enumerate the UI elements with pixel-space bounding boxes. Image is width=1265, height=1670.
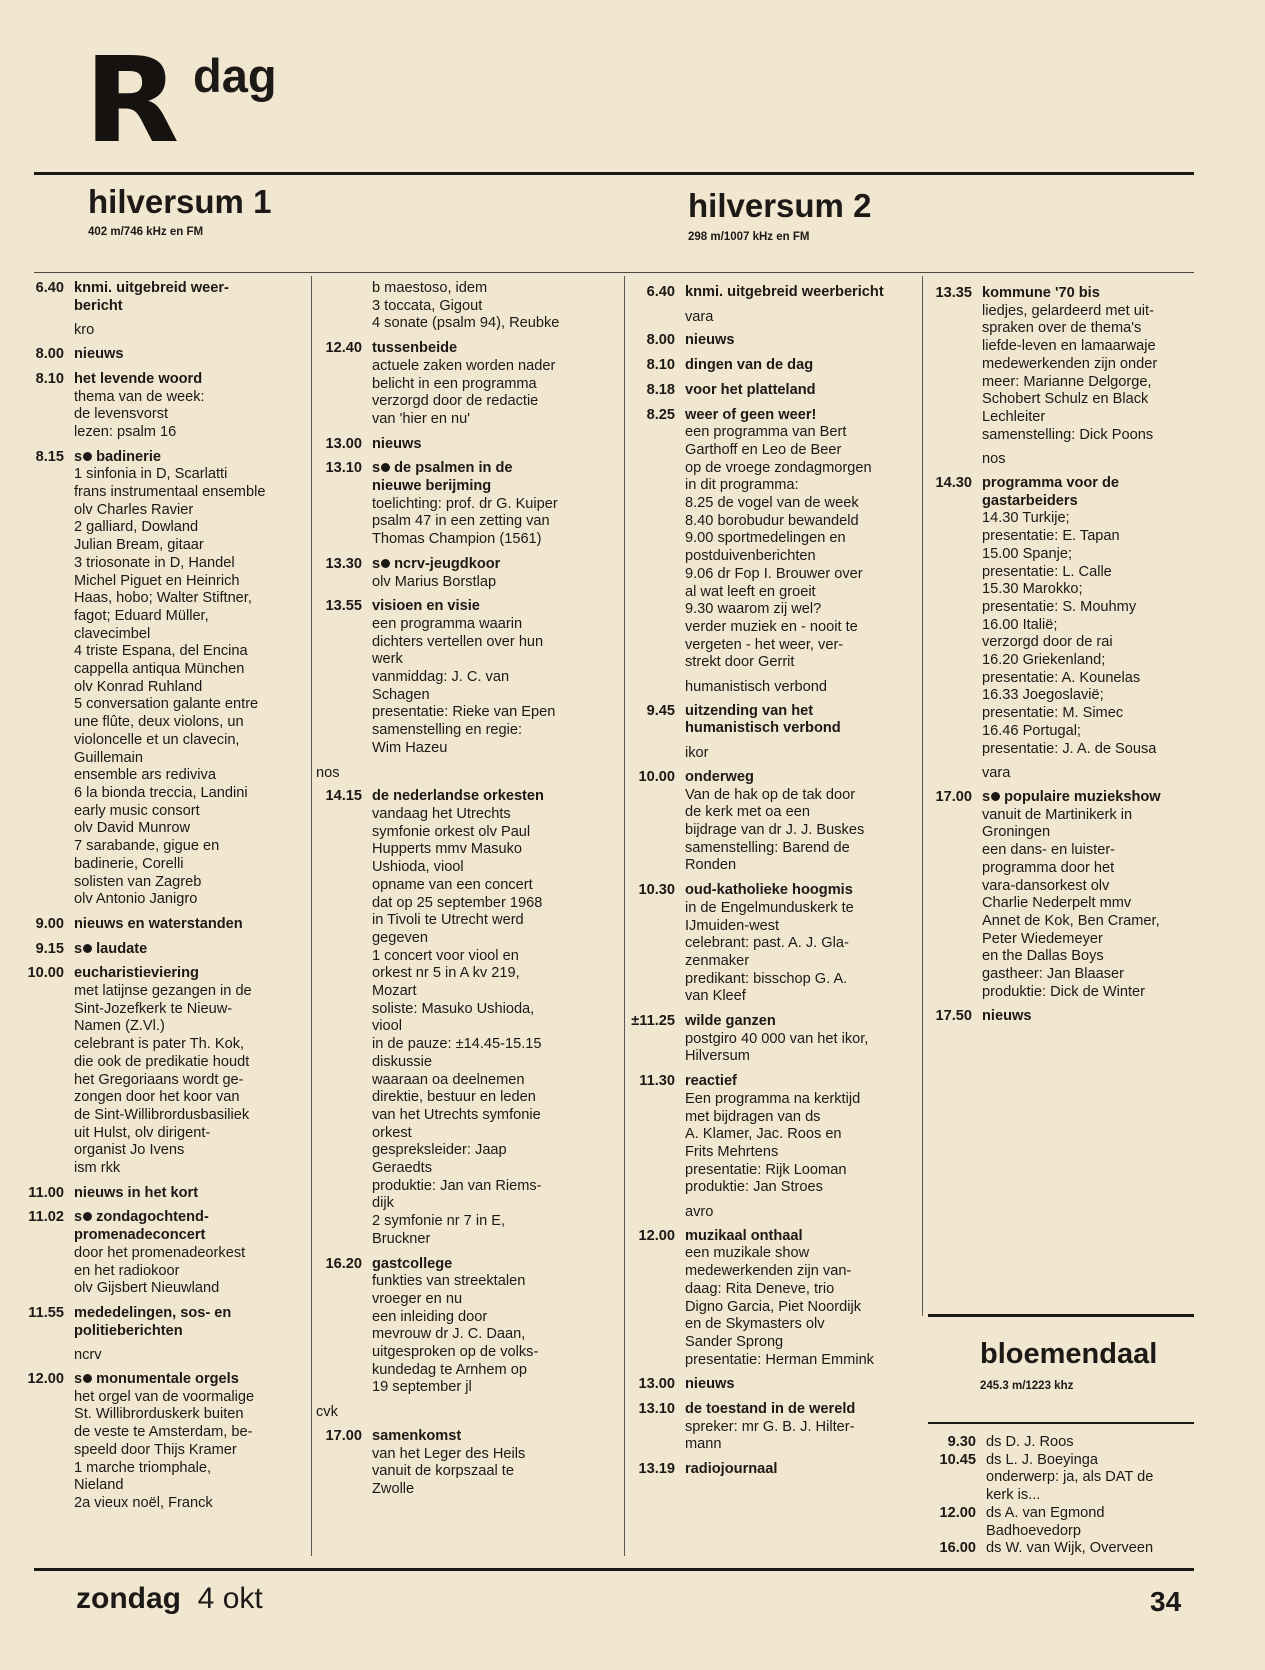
program-description: door het promenadeorkest en het radiokoor olv Gijsbert Nieuwland (74, 1244, 246, 1297)
program-details (74, 965, 304, 1177)
program-details (685, 1073, 919, 1197)
program-heading (685, 1401, 919, 1419)
program-title: ncrv-jeugdkoor (394, 555, 501, 572)
program-title: monumentale orgels (96, 1371, 239, 1388)
program-title: oud-katholieke hoogmis (685, 882, 853, 899)
program-entry (20, 371, 304, 442)
program-title: de toestand in de wereld (685, 1401, 856, 1418)
program-details (74, 1185, 304, 1203)
program-description: thema van de week: de levensvorst lezen: psalm 16 (74, 388, 205, 440)
program-details (685, 1013, 919, 1066)
program-title: nieuws in het kort (74, 1184, 199, 1201)
program-time: 13.55 (325, 598, 362, 615)
program-entry (926, 475, 1208, 758)
service-time: 16.00 (939, 1540, 976, 1557)
program-title: nieuws (685, 1376, 735, 1393)
program-heading (74, 280, 304, 315)
program-entry (316, 1256, 616, 1398)
program-title: samenkomst (372, 1427, 462, 1444)
service-details: ds L. J. Boeyinga onderwerp: ja, als DAT de kerk is... (986, 1451, 1154, 1504)
program-heading (74, 1371, 304, 1389)
program-time: 17.00 (325, 1427, 362, 1444)
broadcaster-label: nos (982, 451, 1006, 468)
station-frequency-hilversum-1: 402 m/746 kHz en FM (88, 226, 204, 238)
program-heading (685, 382, 919, 400)
program-details (372, 788, 616, 1248)
program-heading (685, 1073, 919, 1091)
program-details (372, 1428, 616, 1499)
program-entry (316, 1428, 616, 1499)
program-title: reactief (685, 1073, 737, 1090)
program-entry (625, 1401, 919, 1454)
program-title: visioen en visie (372, 598, 480, 615)
program-time: 11.02 (28, 1209, 64, 1226)
station-title-bloemendaal: bloemendaal (980, 1338, 1158, 1370)
program-details (685, 407, 919, 673)
program-description: liedjes, gelardeerd met uit- spraken over de thema's liefde-leven en lamaarwaje medewerkenden zijn onder meer: Marianne Delgorge, Schobert Schulz en Black Lechleiter samenstelling: Dick Poons (982, 302, 1158, 443)
program-details (74, 449, 304, 909)
program-description: spreker: mr G. B. J. Hilter- mann (685, 1418, 855, 1453)
program-details (685, 703, 919, 738)
header-rule (34, 272, 1194, 273)
program-description: b maestoso, idem 3 toccata, Gigout 4 sonate (psalm 94), Reubke (372, 280, 560, 332)
program-heading (685, 1228, 919, 1246)
program-details (372, 598, 616, 757)
program-heading (685, 284, 919, 302)
program-details (372, 460, 616, 549)
program-time: 14.30 (935, 475, 972, 492)
program-time: 9.45 (646, 702, 675, 719)
program-time (316, 280, 362, 333)
program-details (372, 280, 616, 333)
program-time: 11.55 (28, 1304, 64, 1321)
program-time: 8.00 (35, 346, 64, 363)
program-time: 14.15 (325, 788, 362, 805)
program-heading (372, 556, 616, 574)
program-title: badinerie (96, 448, 162, 465)
program-heading (685, 769, 919, 787)
program-entry (625, 769, 919, 875)
program-title: uitzending van het humanistisch verbond (685, 702, 841, 737)
program-title: nieuws (685, 332, 735, 349)
program-heading (372, 1256, 616, 1274)
program-time: 11.00 (28, 1184, 64, 1201)
service-entry (930, 1505, 1192, 1540)
program-entry (625, 1073, 919, 1197)
program-heading (982, 789, 1208, 807)
program-time: 13.10 (325, 460, 362, 477)
program-details (982, 475, 1208, 758)
program-description: een muzikale show medewerkenden zijn van- daag: Rita Deneve, trio Digno Garcia, Piet Noordijk en de Skymasters olv Sander Sprong presentatie: Herman Emmink (685, 1245, 874, 1368)
program-time: 9.00 (35, 915, 64, 932)
program-description: vanuit de Martinikerk in Groningen een dans- en luister- programma door het vara-dansorkest olv Charlie Nederpelt mmv Annet de Kok, Ben Cramer, Peter Wiedemeyer en the Dallas Boys gastheer: Jan Blaaser produktie: Dick de Winter (982, 806, 1160, 1000)
program-entry (316, 598, 616, 757)
program-time: 17.00 (935, 788, 972, 805)
program-heading (74, 346, 304, 364)
service-entry (930, 1540, 1192, 1558)
program-heading (74, 449, 304, 467)
program-description: 14.30 Turkije; presentatie: E. Tapan 15.00 Spanje; presentatie: L. Calle 15.30 Marokko; presentatie: S. Mouhmy 16.00 Italië; verzorgd door de rai 16.20 Griekenland; presentatie: A. Kounelas 16.33 Joegoslavië; presentatie: M. Simec 16.46 Portugal; presentatie: J. A. de Sousa (982, 510, 1157, 757)
program-entry (926, 285, 1208, 444)
program-heading (372, 460, 616, 495)
program-time: 13.19 (638, 1461, 675, 1478)
column-divider (311, 276, 312, 1556)
column-divider (922, 276, 923, 1316)
program-entry (316, 788, 616, 1248)
program-details (685, 1228, 919, 1370)
program-description: toelichting: prof. dr G. Kuiper psalm 47 in een zetting van Thomas Champion (1561) (372, 495, 558, 548)
program-description: vandaag het Utrechts symfonie orkest olv Paul Hupperts mmv Masuko Ushioda, viool opname van een concert dat op 25 september 1968 in Tivoli te Utrecht werd gegeven 1 concert voor viool en orkest nr 5 in A kv 219, Mozart soliste: Masuko Ushioda, viool in de pauze: ±14.45-15.15 diskussie waaraan oa deelnemen direktie, bestuur en leden van het Utrechts symfonie orkest gespreksleider: Jaap Geraedts produktie: Jan van Riems- dijk 2 symfonie nr 7 in E, Bruckner (372, 805, 543, 1247)
program-title: populaire muziekshow (1004, 788, 1161, 805)
program-entry (625, 284, 919, 302)
broadcaster-label: kro (74, 322, 95, 339)
program-details (685, 1376, 919, 1394)
station-frequency-hilversum-2: 298 m/1007 kHz en FM (688, 231, 810, 243)
program-details (982, 285, 1208, 444)
program-description: met latijnse gezangen in de Sint-Jozefkerk te Nieuw- Namen (Z.Vl.) celebrant is pater Th. Kok, die ook de predikatie houdt het Gregoriaans wordt ge- zongen door het koor van de Sint-Willibrordusbasiliek uit Hulst, olv dirigent- organist Jo Ivens ism rkk (74, 983, 252, 1177)
program-details (685, 1461, 919, 1479)
stereo-icon: s (74, 1371, 96, 1387)
program-title: kommune '70 bis (982, 285, 1100, 301)
program-entry (20, 916, 304, 934)
program-entry (20, 346, 304, 364)
program-description: een programma waarin dichters vertellen over hun werk vanmiddag: J. C. van Schagen presentatie: Rieke van Epen samenstelling en regie: Wim Hazeu (372, 615, 556, 756)
program-title: knmi. uitgebreid weer- bericht (74, 280, 229, 314)
program-details (685, 882, 919, 1006)
program-heading (74, 1209, 304, 1244)
program-time: 16.20 (325, 1255, 362, 1272)
program-time: 13.00 (638, 1376, 675, 1393)
program-entry (316, 460, 616, 549)
bloemendaal-rule-top (928, 1314, 1194, 1317)
program-heading (74, 965, 304, 983)
footer-date (76, 1582, 263, 1616)
program-details (74, 346, 304, 364)
program-entry (20, 449, 304, 909)
program-entry (20, 1371, 304, 1513)
program-entry (20, 1305, 304, 1340)
station-frequency-bloemendaal: 245.3 m/1223 khz (980, 1380, 1074, 1392)
program-details (372, 556, 616, 591)
program-time: 13.35 (935, 285, 972, 301)
stereo-icon: s (74, 449, 96, 465)
program-description: het orgel van de voormalige St. Willibrorduskerk buiten de veste te Amsterdam, be- speeld door Thijs Kramer 1 marche triomphale, Nieland 2a vieux noël, Franck (74, 1388, 255, 1511)
program-heading (685, 1013, 919, 1031)
program-time: 17.50 (935, 1008, 972, 1025)
service-details: ds D. J. Roos (986, 1434, 1074, 1450)
program-details (74, 1305, 304, 1340)
program-entry (20, 1209, 304, 1298)
program-heading (685, 357, 919, 375)
logo-dag: dag (193, 49, 277, 102)
program-details (982, 789, 1208, 1001)
program-heading (685, 1461, 919, 1479)
program-entry (625, 1376, 919, 1394)
footer-date-text: 4 okt (197, 1582, 263, 1615)
broadcaster-label: vara (685, 308, 714, 325)
program-details (372, 436, 616, 454)
service-entry (930, 1434, 1192, 1452)
service-time: 10.45 (939, 1451, 976, 1468)
program-title: laudate (96, 940, 148, 957)
program-entry (316, 556, 616, 591)
program-time: 13.30 (325, 555, 362, 572)
program-title: de nederlandse orkesten (372, 788, 544, 805)
broadcaster-label: vara (982, 765, 1011, 782)
program-time: 10.30 (638, 882, 675, 899)
program-heading (372, 598, 616, 616)
program-title: nieuws (982, 1008, 1032, 1025)
program-details (74, 941, 304, 959)
program-details (74, 916, 304, 934)
program-heading (74, 371, 304, 389)
program-entry (316, 280, 616, 333)
program-heading (74, 916, 304, 934)
program-entry (20, 1185, 304, 1203)
program-title: dingen van de dag (685, 357, 814, 374)
broadcaster-label: avro (685, 1204, 714, 1221)
program-details (685, 382, 919, 400)
service-time: 9.30 (947, 1434, 976, 1450)
program-entry (20, 941, 304, 959)
program-heading (74, 1185, 304, 1203)
broadcaster-label: ikor (685, 745, 709, 762)
page-number: 34 (1150, 1586, 1182, 1617)
program-entry (926, 789, 1208, 1001)
program-description: actuele zaken worden nader belicht in een programma verzorgd door de redactie van 'hier en nu' (372, 357, 556, 427)
bloemendaal-schedule (930, 1434, 1192, 1558)
program-time: 8.10 (646, 357, 675, 374)
program-details (685, 332, 919, 350)
program-entry (625, 1013, 919, 1066)
footer-day: zondag (76, 1582, 181, 1615)
program-heading (372, 788, 616, 806)
stereo-icon: s (74, 941, 96, 957)
program-description: 1 sinfonia in D, Scarlatti frans instrumentaal ensemble olv Charles Ravier 2 galliard, Dowland Julian Bream, gitaar 3 triosonate in D, Handel Michel Piguet en Heinrich Haas, hobo; Walter Stiftner, fagot; Eduard Müller, clavecimbel 4 triste Espana, del Encina cappella antiqua München olv Konrad Ruhland 5 conversation galante entre une flûte, deux violons, un violoncelle et un clavecin, Guillemain ensemble ars rediviva 6 la bionda treccia, Landini early music consort olv David Munrow 7 sarabande, gigue en badinerie, Corelli solisten van Zagreb olv Antonio Janigro (74, 466, 266, 908)
broadcaster-label: humanistisch verbond (685, 679, 827, 696)
bloemendaal-rule-bottom (928, 1422, 1194, 1424)
program-entry (20, 280, 304, 315)
program-description: een programma van Bert Garthoff en Leo de Beer op de vroege zondagmorgen in dit programma: 8.25 de vogel van de week 8.40 borobudur bewandeld 9.00 sportmedelingen en postduivenberichten 9.06 dr Fop I. Brouwer over al wat leeft en groeit 9.30 waarom zij wel? verder muziek en - nooit te vergeten - het weer, ver- strekt door Gerrit (685, 424, 872, 671)
program-time: 11.30 (639, 1073, 675, 1090)
program-description: postgiro 40 000 van het ikor, Hilversum (685, 1030, 869, 1065)
station-title-hilversum-1: hilversum 1 (88, 183, 272, 220)
stereo-icon: s (74, 1209, 96, 1225)
footer-rule (34, 1568, 1194, 1571)
program-title: onderweg (685, 768, 754, 785)
program-title: het levende woord (74, 370, 203, 387)
program-time: 8.00 (646, 332, 675, 349)
program-title: de psalmen in de nieuwe berijming (372, 460, 513, 495)
program-details (685, 284, 919, 302)
program-title: muzikaal onthaal (685, 1227, 803, 1244)
program-heading (685, 407, 919, 425)
program-title: tussenbeide (372, 340, 458, 357)
program-heading (74, 1305, 304, 1340)
program-details (372, 1256, 616, 1398)
program-entry (625, 882, 919, 1006)
program-entry (625, 332, 919, 350)
station-title-hilversum-2: hilversum 2 (688, 187, 872, 224)
program-title: programma voor de gastarbeiders (982, 475, 1120, 509)
program-time: 8.15 (35, 448, 64, 465)
program-title: voor het platteland (685, 381, 816, 398)
logo-r: R (84, 31, 174, 169)
schedule-column-3 (625, 284, 919, 1486)
program-title: nieuws (372, 435, 422, 452)
program-time: 8.25 (646, 406, 675, 423)
program-description: olv Marius Borstlap (372, 573, 497, 590)
service-details: ds A. van Egmond Badhoevedorp (986, 1504, 1105, 1539)
program-time: ±11.25 (631, 1013, 675, 1030)
program-details (685, 357, 919, 375)
program-time: 12.00 (27, 1371, 64, 1388)
program-entry (625, 357, 919, 375)
service-time: 12.00 (939, 1504, 976, 1521)
broadcaster-label: ncrv (74, 1347, 102, 1364)
schedule-column-1 (20, 280, 304, 1520)
broadcaster-label: nos (316, 764, 340, 781)
program-details (74, 371, 304, 442)
program-time: 13.00 (325, 435, 362, 452)
program-details (685, 1401, 919, 1454)
program-time: 8.10 (35, 370, 64, 387)
program-time: 13.10 (638, 1401, 675, 1418)
program-time: 12.40 (325, 340, 362, 357)
program-title: gastcollege (372, 1255, 453, 1272)
program-time: 6.40 (35, 280, 64, 296)
program-details (74, 280, 304, 315)
program-heading (982, 1008, 1208, 1026)
program-heading (74, 941, 304, 959)
program-entry (316, 340, 616, 429)
schedule-column-2 (316, 280, 616, 1506)
program-heading (685, 703, 919, 738)
program-details (685, 769, 919, 875)
program-heading (372, 436, 616, 454)
program-description: funkties van streektalen vroeger en nu een inleiding door mevrouw dr J. C. Daan, uitgesproken op de volks- kundedag te Arnhem op 19 september jl (372, 1273, 539, 1396)
program-heading (685, 1376, 919, 1394)
program-entry (625, 382, 919, 400)
top-rule (34, 172, 1194, 175)
program-time: 8.18 (646, 381, 675, 398)
program-title: weer of geen weer! (685, 406, 817, 423)
service-details: ds W. van Wijk, Overveen (986, 1540, 1154, 1557)
program-title: zondagochtend- promenadeconcert (74, 1209, 209, 1244)
program-time: 12.00 (638, 1227, 675, 1244)
program-heading (372, 340, 616, 358)
program-heading (685, 332, 919, 350)
program-details (982, 1008, 1208, 1026)
program-description: Een programma na kerktijd met bijdragen van ds A. Klamer, Jac. Roos en Frits Mehrtens presentatie: Rijk Looman produktie: Jan Stroes (685, 1090, 861, 1196)
program-entry (625, 1228, 919, 1370)
program-title: nieuws (74, 346, 124, 363)
program-time: 10.00 (638, 768, 675, 785)
schedule-column-4 (926, 285, 1208, 1033)
program-entry (625, 703, 919, 738)
program-entry (625, 1461, 919, 1479)
program-title: radiojournaal (685, 1461, 778, 1478)
program-heading (982, 285, 1208, 303)
program-time: 9.15 (35, 940, 64, 957)
program-entry (625, 407, 919, 673)
program-heading (685, 882, 919, 900)
program-heading (982, 475, 1208, 510)
stereo-icon: s (982, 789, 1004, 805)
program-description: Van de hak op de tak door de kerk met oa een bijdrage van dr J. J. Buskes samenstelling: Barend de Ronden (685, 786, 865, 874)
program-details (74, 1209, 304, 1298)
program-title: mededelingen, sos- en politieberichten (74, 1304, 232, 1339)
program-entry (20, 965, 304, 1177)
program-entry (316, 436, 616, 454)
program-title: wilde ganzen (685, 1013, 776, 1030)
program-title: nieuws en waterstanden (74, 915, 243, 932)
program-title: eucharistieviering (74, 965, 199, 982)
stereo-icon: s (372, 460, 394, 476)
program-description: van het Leger des Heils vanuit de korpszaal te Zwolle (372, 1445, 526, 1497)
program-time: 6.40 (646, 284, 675, 300)
program-time: 10.00 (27, 965, 64, 982)
stereo-icon: s (372, 556, 394, 572)
program-title: knmi. uitgebreid weerbericht (685, 284, 884, 300)
broadcaster-label: cvk (316, 1404, 338, 1421)
program-heading (372, 1428, 616, 1446)
program-entry (926, 1008, 1208, 1026)
service-entry (930, 1452, 1192, 1505)
program-details (372, 340, 616, 429)
program-details (74, 1371, 304, 1513)
program-description: in de Engelmunduskerk te IJmuiden-west celebrant: past. A. J. Gla- zenmaker predikant: bisschop G. A. van Kleef (685, 899, 854, 1005)
